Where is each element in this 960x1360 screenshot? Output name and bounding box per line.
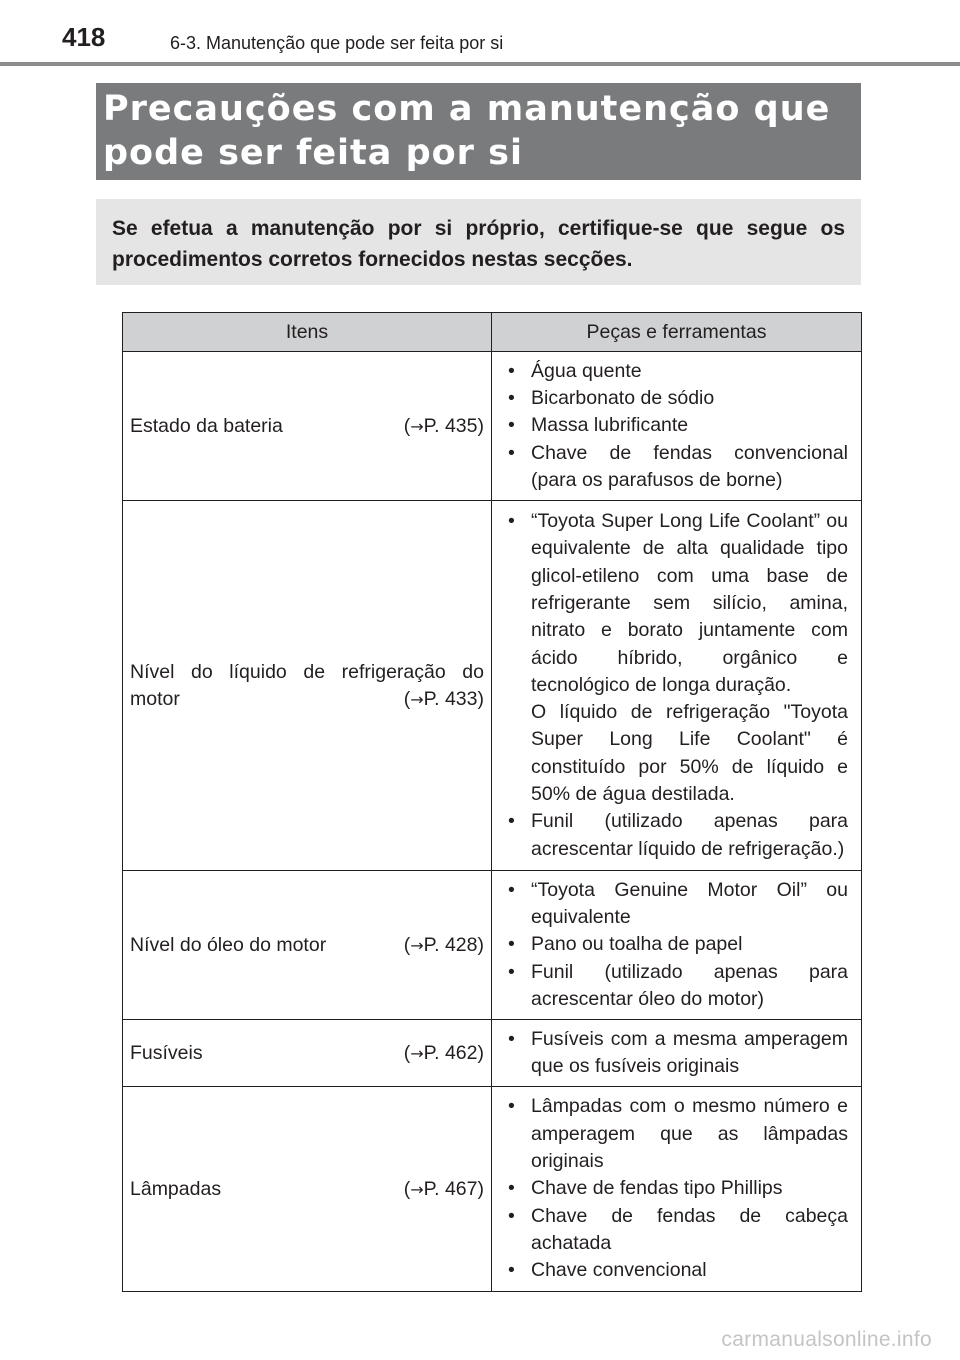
table-row xyxy=(123,1020,862,1087)
parts-list xyxy=(505,508,848,863)
page-title-line-1: Precauções com a manutenção que xyxy=(103,89,831,129)
list-item xyxy=(505,508,848,808)
arrow-right-icon: → xyxy=(410,416,424,436)
item-line xyxy=(130,1176,484,1203)
intro-text: Se efetua a manutenção por si próprio, certifique-se que segue os procedimentos corretos fornecidos nestas secções. xyxy=(112,217,845,271)
list-item: • Chave de fendas convencional (para os parafusos de borne) xyxy=(505,440,848,495)
page-reference: (→P. 435) xyxy=(403,414,484,437)
column-header-items: Itens xyxy=(123,313,492,352)
column-header-parts: Peças e ferramentas xyxy=(492,313,862,352)
parts-cell xyxy=(492,871,862,1020)
list-item-text: “Toyota Super Long Life Coolant” ou equivalente de alta qualidade tipo glicol-etileno com uma base de refrigerante sem silício, amina, nitrato e borato juntamente com ácido híbrido, orgânico e tecnológico de longa duração. xyxy=(531,510,848,696)
item-line xyxy=(130,1040,484,1067)
table-row xyxy=(123,501,862,871)
parts-list xyxy=(505,1026,848,1081)
list-item: • Bicarbonato de sódio xyxy=(505,385,848,412)
item-line xyxy=(130,686,484,713)
parts-list xyxy=(505,877,848,1013)
table-row xyxy=(123,871,862,1020)
parts-cell xyxy=(492,501,862,871)
section-label: 6-3. Manutenção que pode ser feita por si xyxy=(170,33,504,53)
page-reference: (→P. 433) xyxy=(403,687,484,710)
list-item: • Chave convencional xyxy=(505,1257,848,1284)
item-cell xyxy=(123,352,492,501)
title-box xyxy=(96,83,861,180)
item-line xyxy=(130,413,484,440)
parts-list xyxy=(505,1093,848,1284)
parts-cell xyxy=(492,352,862,501)
item-cell xyxy=(123,1087,492,1292)
list-item: • Funil (utilizado apenas para acrescentar óleo do motor) xyxy=(505,959,848,1014)
page-reference-text: P. 467 xyxy=(423,1177,478,1200)
item-name: Estado da bateria xyxy=(130,414,283,437)
intro-box xyxy=(96,199,861,285)
list-item: • Água quente xyxy=(505,358,848,385)
parts-list xyxy=(505,358,848,494)
item-cell xyxy=(123,501,492,871)
item-line xyxy=(130,932,484,959)
page-reference-text: P. 462 xyxy=(423,1041,478,1064)
item-name: Lâmpadas xyxy=(130,1177,222,1200)
parts-cell xyxy=(492,1020,862,1087)
page-header xyxy=(0,0,960,66)
item-cell xyxy=(123,1020,492,1087)
item-name: Nível do óleo do motor xyxy=(130,933,327,956)
item-name: Fusíveis xyxy=(130,1041,203,1064)
list-item: • Chave de fendas tipo Phillips xyxy=(505,1175,848,1202)
list-item: • Fusíveis com a mesma amperagem que os fusíveis originais xyxy=(505,1026,848,1081)
item-name-line-1: Nível do líquido de refrigeração do xyxy=(130,660,484,683)
arrow-right-icon: → xyxy=(410,1043,424,1063)
page-reference-text: P. 435 xyxy=(423,414,478,437)
page-reference: (→P. 462) xyxy=(403,1041,484,1064)
header-rule xyxy=(0,62,960,66)
list-item: • Massa lubrificante xyxy=(505,412,848,439)
arrow-right-icon: → xyxy=(410,935,424,955)
list-item: • Chave de fendas de cabeça achatada xyxy=(505,1203,848,1258)
arrow-right-icon: → xyxy=(410,1179,424,1199)
page-reference-text: P. 433 xyxy=(423,687,478,710)
list-item: • Funil (utilizado apenas para acrescentar líquido de refrigeração.) xyxy=(505,808,848,863)
page-reference-text: P. 428 xyxy=(423,933,478,956)
list-item: • Pano ou toalha de papel xyxy=(505,931,848,958)
item-cell xyxy=(123,871,492,1020)
page-reference: (→P. 467) xyxy=(403,1177,484,1200)
page-reference: (→P. 428) xyxy=(403,933,484,956)
item-name: motor xyxy=(130,687,180,710)
parts-cell xyxy=(492,1087,862,1292)
list-item-note: O líquido de refrigeração "Toyota Super Long Life Coolant" é constituído por 50% de líquido e 50% de água destilada. xyxy=(531,701,848,806)
table-header-row xyxy=(123,313,862,352)
page-title-line-2: pode ser feita por si xyxy=(103,133,523,173)
table-row xyxy=(123,1087,862,1292)
table-row xyxy=(123,352,862,501)
arrow-right-icon: → xyxy=(410,689,424,709)
watermark-text: carmanualsonline.info xyxy=(721,1328,932,1351)
page-title xyxy=(103,87,861,175)
list-item: • Lâmpadas com o mesmo número e amperagem que as lâmpadas originais xyxy=(505,1093,848,1175)
list-item: • “Toyota Genuine Motor Oil” ou equivalente xyxy=(505,877,848,932)
page-number: 418 xyxy=(62,22,106,52)
maintenance-parts-table xyxy=(122,312,862,1292)
